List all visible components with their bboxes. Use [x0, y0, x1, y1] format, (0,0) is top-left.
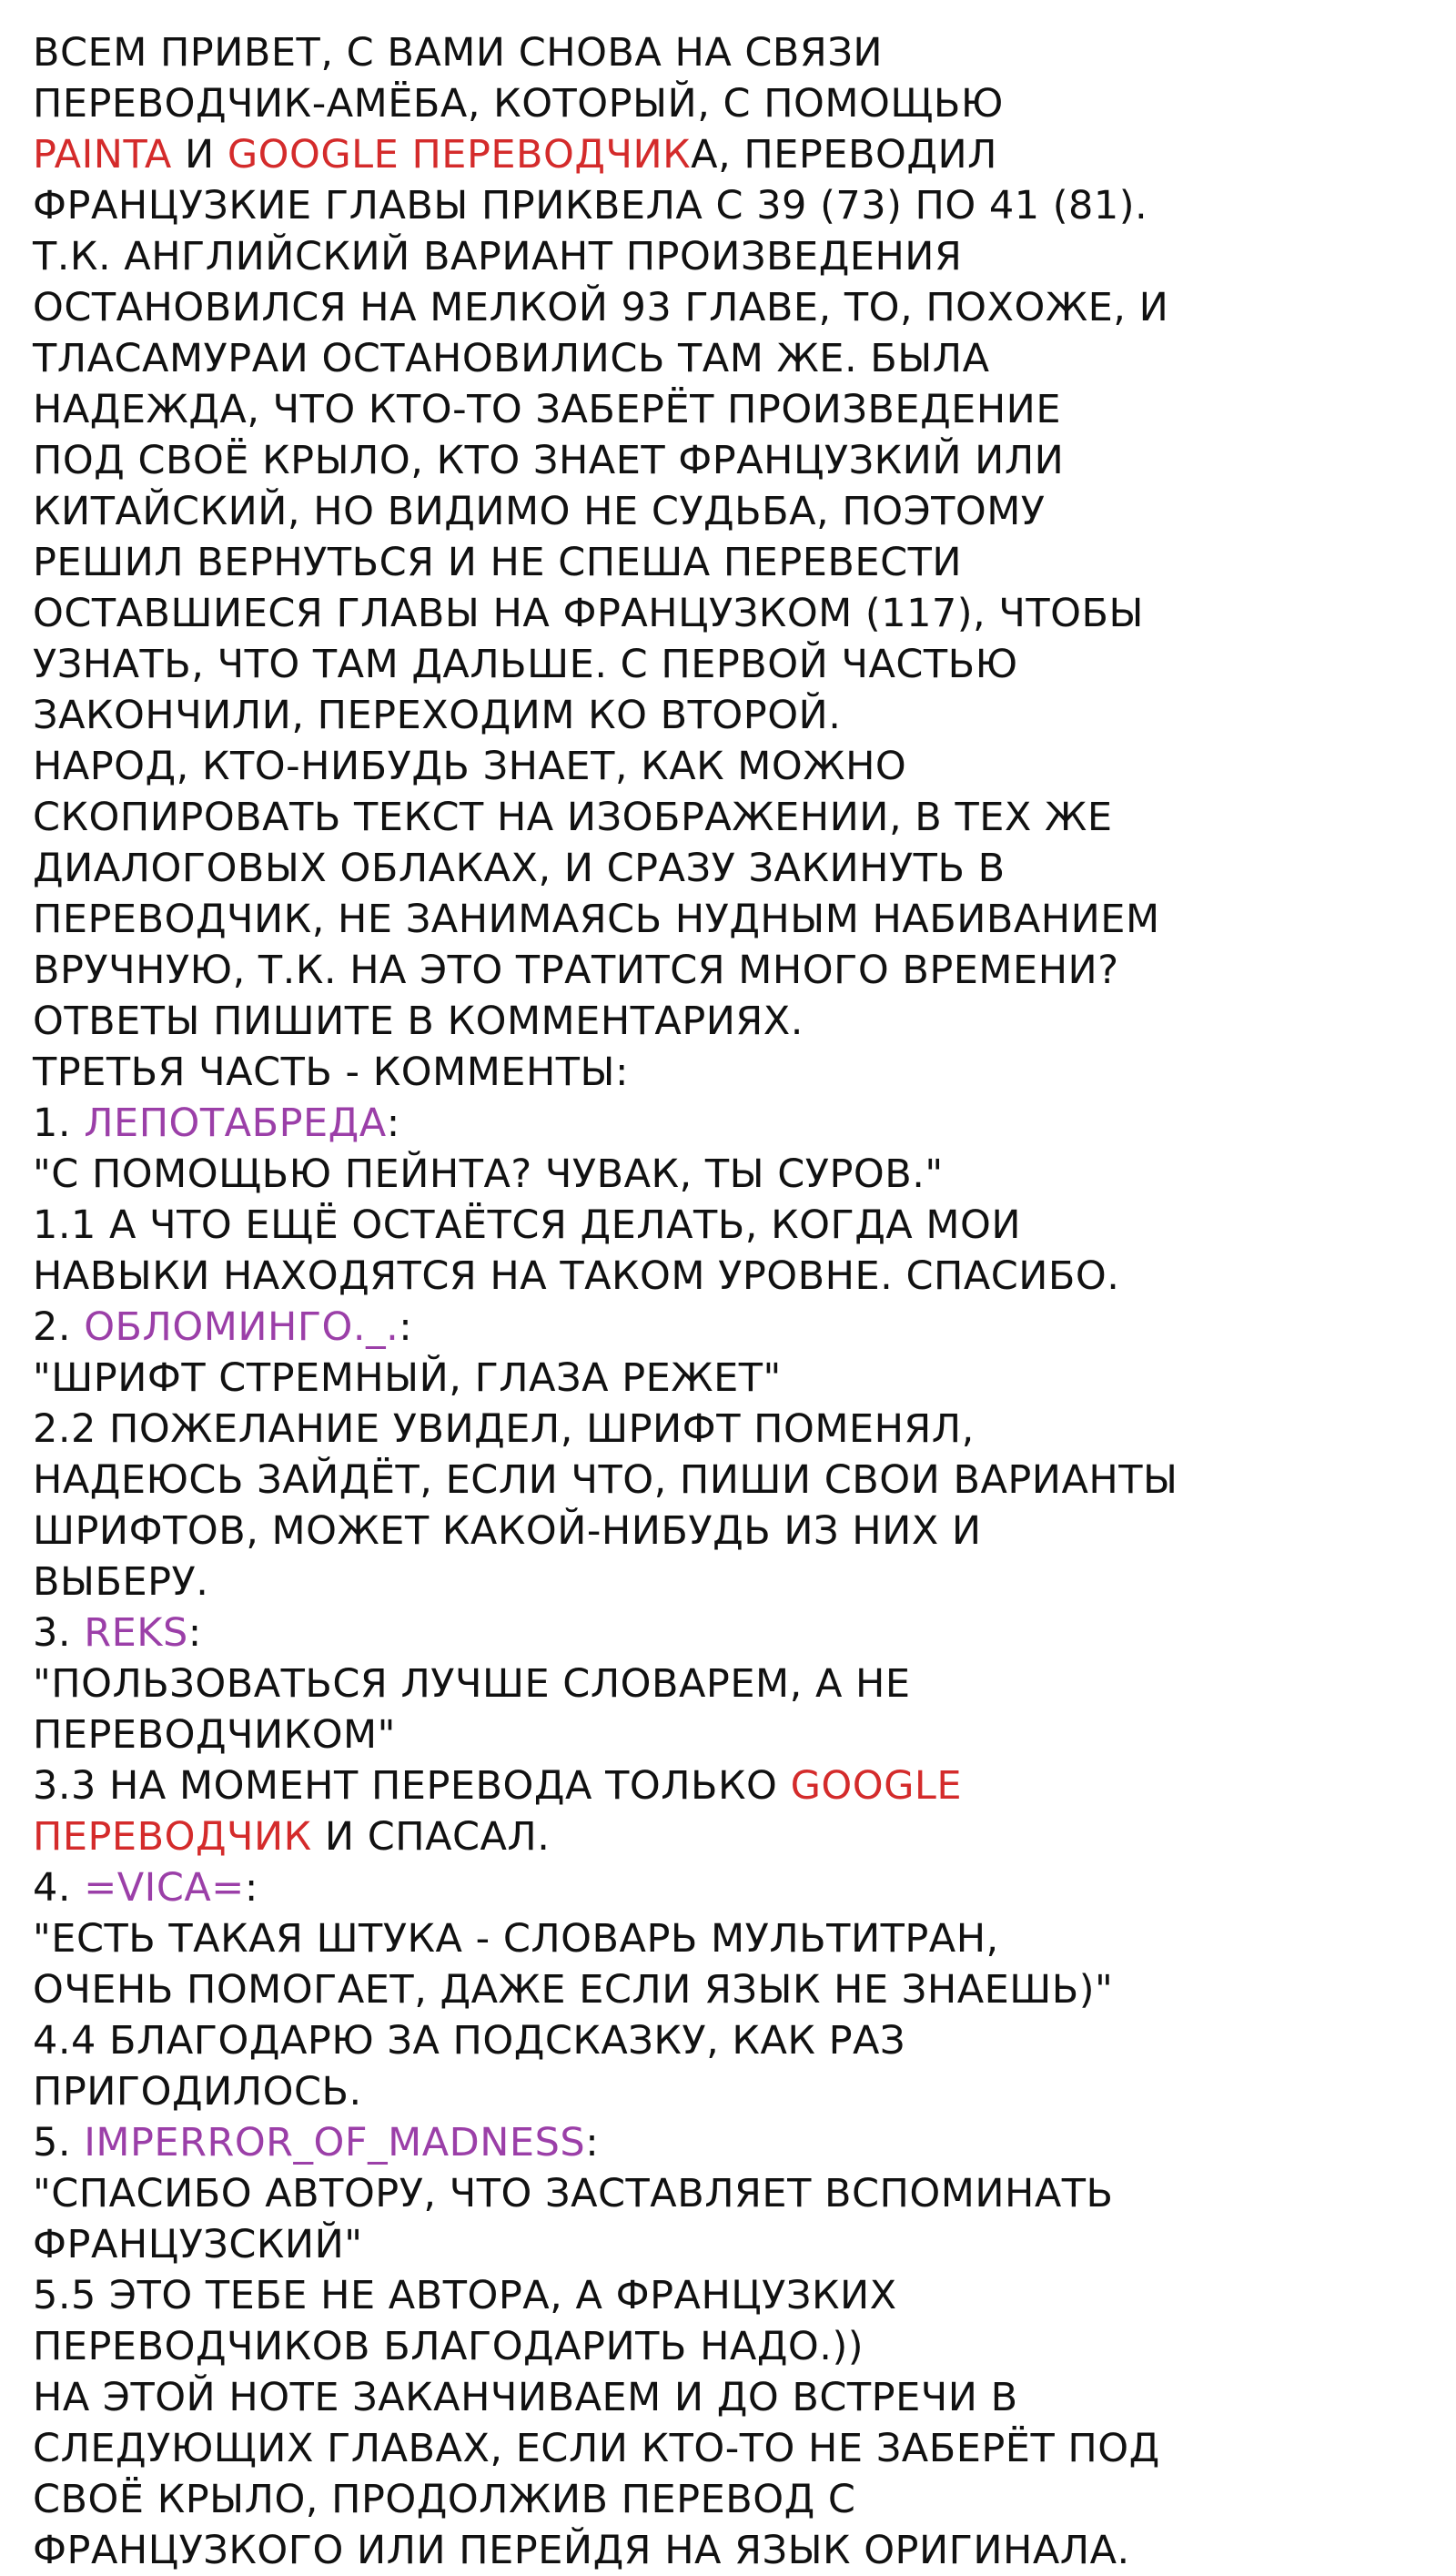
text-line [33, 2474, 1434, 2525]
text-segment: : [187, 1610, 202, 1656]
text-line [33, 1149, 1434, 1200]
text-segment: СЛЕДУЮЩИХ ГЛАВАХ, ЕСЛИ КТО-ТО НЕ ЗАБЕРЁТ ПОД [33, 2426, 1160, 2471]
text-line [33, 1964, 1434, 2015]
text-line [33, 996, 1434, 1047]
highlighted-name-red: GOOGLE ПЕРЕВОДЧИК [227, 132, 692, 177]
text-line [33, 2423, 1434, 2474]
text-segment: "СПАСИБО АВТОРУ, ЧТО ЗАСТАВЛЯЕТ ВСПОМИНАТЬ [33, 2171, 1114, 2216]
commenter-username: ЛЕПОТАБРЕДА [84, 1100, 387, 1146]
text-line [33, 894, 1434, 945]
text-line [33, 2066, 1434, 2117]
highlighted-name-red: GOOGLE [790, 1763, 963, 1809]
text-segment: "С ПОМОЩЬЮ ПЕЙНТА? ЧУВАК, ТЫ СУРОВ." [33, 1151, 944, 1197]
highlighted-name-red: PAINTA [33, 132, 172, 177]
text-line [33, 1455, 1434, 1506]
text-segment: СВОЁ КРЫЛО, ПРОДОЛЖИВ ПЕРЕВОД С [33, 2477, 856, 2522]
highlighted-name-red: ПЕРЕВОДЧИК [33, 1814, 312, 1860]
text-segment: КИТАЙСКИЙ, НО ВИДИМО НЕ СУДЬБА, ПОЭТОМУ [33, 489, 1046, 534]
text-line [33, 1709, 1434, 1760]
text-segment: НАВЫКИ НАХОДЯТСЯ НА ТАКОМ УРОВНЕ. СПАСИБО. [33, 1253, 1120, 1299]
text-line [33, 2270, 1434, 2321]
text-line [33, 843, 1434, 894]
text-segment: ВРУЧНУЮ, Т.К. НА ЭТО ТРАТИТСЯ МНОГО ВРЕМЕНИ? [33, 948, 1119, 993]
text-segment: ОТВЕТЫ ПИШИТЕ В КОММЕНТАРИЯХ. [33, 999, 804, 1044]
text-line [33, 741, 1434, 792]
text-line [33, 792, 1434, 843]
text-line [33, 1913, 1434, 1964]
text-line [33, 1607, 1434, 1658]
text-segment: ШРИФТОВ, МОЖЕТ КАКОЙ-НИБУДЬ ИЗ НИХ И [33, 1508, 982, 1554]
text-segment: ФРАНЦУЗКИЕ ГЛАВЫ ПРИКВЕЛА С 39 (73) ПО 41 (81). [33, 183, 1148, 228]
text-segment: 3.3 НА МОМЕНТ ПЕРЕВОДА ТОЛЬКО [33, 1763, 791, 1809]
text-segment: ПЕРЕВОДЧИК-АМЁБА, КОТОРЫЙ, С ПОМОЩЬЮ [33, 81, 1004, 127]
text-line [33, 945, 1434, 996]
text-segment: : [399, 1304, 413, 1350]
text-line [33, 1506, 1434, 1557]
text-line [33, 1302, 1434, 1353]
commenter-username: IMPERROR_OF_MADNESS [84, 2120, 586, 2165]
text-segment: 4.4 БЛАГОДАРЮ ЗА ПОДСКАЗКУ, КАК РАЗ [33, 2018, 905, 2064]
text-segment: ПЕРЕВОДЧИК, НЕ ЗАНИМАЯСЬ НУДНЫМ НАБИВАНИЕМ [33, 897, 1160, 942]
text-segment: ПРИГОДИЛОСЬ. [33, 2069, 362, 2115]
text-line [33, 231, 1434, 282]
text-line [33, 2015, 1434, 2066]
text-line [33, 1098, 1434, 1149]
text-segment: ДИАЛОГОВЫХ ОБЛАКАХ, И СРАЗУ ЗАКИНУТЬ В [33, 846, 1006, 891]
text-line [33, 27, 1434, 78]
text-segment: 2.2 ПОЖЕЛАНИЕ УВИДЕЛ, ШРИФТ ПОМЕНЯЛ, [33, 1406, 975, 1452]
text-segment: ОСТАНОВИЛСЯ НА МЕЛКОЙ 93 ГЛАВЕ, ТО, ПОХОЖЕ, И [33, 285, 1169, 330]
text-line [33, 1251, 1434, 1302]
text-segment: И [171, 132, 228, 177]
text-line [33, 1353, 1434, 1404]
text-line [33, 1200, 1434, 1251]
text-segment: СКОПИРОВАТЬ ТЕКСТ НА ИЗОБРАЖЕНИИ, В ТЕХ ЖЕ [33, 795, 1113, 840]
text-segment: 5.5 ЭТО ТЕБЕ НЕ АВТОРА, А ФРАНЦУЗКИХ [33, 2273, 897, 2318]
text-line [33, 2372, 1434, 2423]
text-segment: ФРАНЦУЗСКИЙ" [33, 2222, 363, 2267]
text-line [33, 1047, 1434, 1098]
text-line [33, 180, 1434, 231]
text-segment: "ЕСТЬ ТАКАЯ ШТУКА - СЛОВАРЬ МУЛЬТИТРАН, [33, 1916, 999, 1962]
text-segment: "ШРИФТ СТРЕМНЫЙ, ГЛАЗА РЕЖЕТ" [33, 1355, 782, 1401]
text-segment: : [386, 1100, 400, 1146]
text-segment: НАДЕЖДА, ЧТО КТО-ТО ЗАБЕРЁТ ПРОИЗВЕДЕНИЕ [33, 387, 1062, 432]
text-segment: ПЕРЕВОДЧИКОМ" [33, 1712, 396, 1758]
text-line [33, 1557, 1434, 1607]
commenter-username: =VICA= [84, 1865, 245, 1911]
text-segment: НА ЭТОЙ НОТЕ ЗАКАНЧИВАЕМ И ДО ВСТРЕЧИ В [33, 2375, 1018, 2420]
text-segment: УЗНАТЬ, ЧТО ТАМ ДАЛЬШЕ. С ПЕРВОЙ ЧАСТЬЮ [33, 642, 1018, 687]
text-line [33, 537, 1434, 588]
text-segment: ПЕРЕВОДЧИКОВ БЛАГОДАРИТЬ НАДО.)) [33, 2324, 864, 2369]
text-segment: ОЧЕНЬ ПОМОГАЕТ, ДАЖЕ ЕСЛИ ЯЗЫК НЕ ЗНАЕШЬ)" [33, 1967, 1114, 2013]
text-line [33, 2321, 1434, 2372]
translator-note-text [33, 27, 1434, 2576]
text-segment: ТРЕТЬЯ ЧАСТЬ - КОММЕНТЫ: [33, 1050, 629, 1095]
text-segment: ТЛАСАМУРАИ ОСТАНОВИЛИСЬ ТАМ ЖЕ. БЫЛА [33, 336, 990, 381]
text-segment: 1. [33, 1100, 85, 1146]
text-line [33, 333, 1434, 384]
text-segment: Т.К. АНГЛИЙСКИЙ ВАРИАНТ ПРОИЗВЕДЕНИЯ [33, 234, 963, 279]
text-line [33, 78, 1434, 129]
text-line [33, 1658, 1434, 1709]
text-line [33, 2168, 1434, 2219]
text-segment: : [585, 2120, 600, 2165]
text-line [33, 384, 1434, 435]
text-segment: ОСТАВШИЕСЯ ГЛАВЫ НА ФРАНЦУЗКОМ (117), ЧТОБЫ [33, 591, 1144, 636]
text-segment: РЕШИЛ ВЕРНУТЬСЯ И НЕ СПЕША ПЕРЕВЕСТИ [33, 540, 963, 585]
text-segment: 5. [33, 2120, 85, 2165]
text-line [33, 282, 1434, 333]
text-line [33, 2117, 1434, 2168]
text-line [33, 1811, 1434, 1862]
text-line [33, 588, 1434, 639]
text-segment: ЗАКОНЧИЛИ, ПЕРЕХОДИМ КО ВТОРОЙ. [33, 693, 842, 738]
text-line [33, 1760, 1434, 1811]
text-line [33, 435, 1434, 486]
text-line [33, 2525, 1434, 2576]
text-segment: : [244, 1865, 258, 1911]
text-segment: НАРОД, КТО-НИБУДЬ ЗНАЕТ, КАК МОЖНО [33, 744, 907, 789]
text-segment: 4. [33, 1865, 85, 1911]
commenter-username: ОБЛОМИНГО._. [84, 1304, 399, 1350]
text-segment: ФРАНЦУЗКОГО ИЛИ ПЕРЕЙДЯ НА ЯЗЫК ОРИГИНАЛА. [33, 2528, 1130, 2573]
text-line [33, 129, 1434, 180]
text-line [33, 1862, 1434, 1913]
text-line [33, 1404, 1434, 1455]
text-segment: 3. [33, 1610, 85, 1656]
text-line [33, 486, 1434, 537]
text-segment: А, ПЕРЕВОДИЛ [691, 132, 997, 177]
text-segment: НАДЕЮСЬ ЗАЙДЁТ, ЕСЛИ ЧТО, ПИШИ СВОИ ВАРИАНТЫ [33, 1457, 1178, 1503]
text-segment: "ПОЛЬЗОВАТЬСЯ ЛУЧШЕ СЛОВАРЕМ, А НЕ [33, 1661, 911, 1707]
text-segment: ВСЕМ ПРИВЕТ, С ВАМИ СНОВА НА СВЯЗИ [33, 30, 884, 76]
text-segment: ПОД СВОЁ КРЫЛО, КТО ЗНАЕТ ФРАНЦУЗКИЙ ИЛИ [33, 438, 1065, 483]
text-segment: 1.1 А ЧТО ЕЩЁ ОСТАЁТСЯ ДЕЛАТЬ, КОГДА МОИ [33, 1202, 1021, 1248]
text-line [33, 690, 1434, 741]
text-line [33, 639, 1434, 690]
text-segment: 2. [33, 1304, 85, 1350]
text-line [33, 2219, 1434, 2270]
commenter-username: REKS [84, 1610, 188, 1656]
text-segment: ВЫБЕРУ. [33, 1559, 209, 1605]
text-segment: И СПАСАЛ. [311, 1814, 551, 1860]
